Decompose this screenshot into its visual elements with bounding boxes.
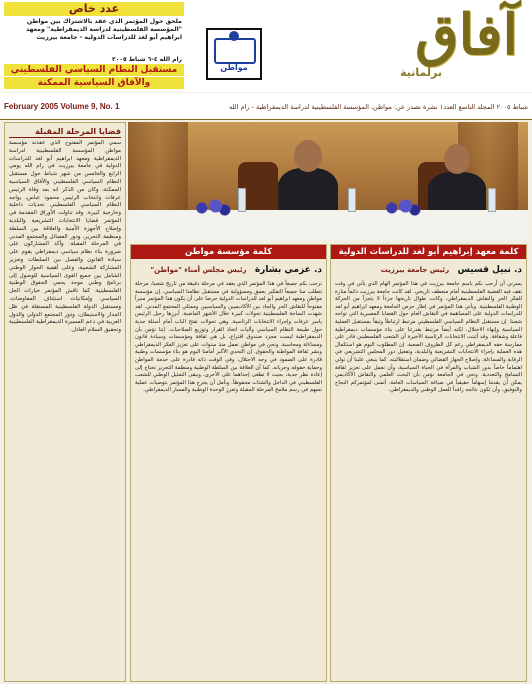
- issue-date-english: February 2005 Volume 9, No. 1: [4, 102, 120, 111]
- article-muwatin-byline: [135, 265, 322, 275]
- article-muwatin-text: نرحب بكم جميعاً في هذا المؤتمر الذي يعقد في مرحلة دقيقة من تاريخ شعبنا، مرحلة تتطلب منا جميعاً التفكير بعمق ومسؤولية في مستقبل نظامنا السياسي. إن مؤسسة مواطن ومعهد ابراهيم أبو لغد للدراسات الدولية حرصا على أن يكون هذا المؤتمر منبراً مفتوحاً للنقاش الحر والجاد بين الأكاديميين والسياسيين وممثلي المجتمع المدني. لقد شهدت الساحة الفلسطينية تحولات كبيرة خلال الأشهر الماضية، أبرزها رحيل الرئيس ياسر عرفات وإجراء الانتخابات الرئاسية، وهي تحولات تفتح الباب أمام أسئلة جدية حول طبيعة النظام السياسي وآليات اتخاذ القرار وتوزيع الصلاحيات. إننا نؤمن بأن الديمقراطية ليست مجرد صندوق اقتراع، بل هي ثقافة ومؤسسات وسيادة قانون ومساءلة ومحاسبة. ونحن في مواطن نعمل منذ سنوات على تعزيز الفكر الديمقراطي ونشر ثقافة المواطنة والحقوق. إن التحدي الأكبر أمامنا اليوم هو بناء مؤسسات وطنية قادرة على الصمود في وجه الاحتلال، وفي الوقت ذاته قادرة على خدمة المواطن وحماية حقوقه وحرياته. كما أن العلاقة بين السلطة الوطنية ومنظمة التحرير تحتاج إلى إعادة نظر جدية، بحيث لا تطغى إحداهما على الأخرى، ويبقى التمثيل الوطني للشعب الفلسطيني في الداخل والشتات محفوظاً. ونأمل أن يخرج هذا المؤتمر بتوصيات عملية تسهم في رسم ملامح المرحلة المقبلة وتعزز الوحدة الوطنية والمسار الديمقراطي.: [135, 281, 322, 394]
- special-issue-date: رام الله ٤-٦ شباط ٢٠٠٥: [112, 56, 182, 63]
- article-institute-byline: [335, 265, 522, 275]
- muwatin-logo: [206, 28, 262, 80]
- article-institute-heading: كلمة معهد إبراهيم أبو لغد للدراسات الدولية: [331, 245, 526, 259]
- special-issue-box: [4, 2, 184, 90]
- article-institute-author-role: رئيس جامعة بيرزيت: [380, 266, 450, 274]
- logo-text: مواطن: [220, 63, 248, 72]
- article-institute-author: د. نبيل قسيس: [457, 265, 522, 275]
- article-muwatin: [130, 244, 327, 682]
- article-institute-text: يسرني أن أرحب بكم باسم جامعة بيرزيت في هذا المؤتمر الهام الذي يأتي في وقت تقف فيه القضية الفلسطينية أمام منعطف تاريخي. لقد كانت جامعة بيرزيت دائماً منارة للفكر الحر والنقاش الديمقراطي، وكانت طوال تاريخها جزءاً لا يتجزأ من الحركة الوطنية الفلسطينية. ويأتي هذا المؤتمر في إطار حرص الجامعة ومعهد ابراهيم أبو لغد للدراسات الدولية على المساهمة في النقاش العام حول القضايا المصيرية التي تواجه شعبنا. إن مستقبل النظام السياسي الفلسطيني مرتبط ارتباطاً وثيقاً بمستقبل العملية السياسية وإنهاء الاحتلال، لكنه أيضاً مرتبط بقدرتنا على بناء مؤسسات ديمقراطية فاعلة وشفافة. وقد أثبتت الانتخابات الرئاسية الأخيرة أن الشعب الفلسطيني قادر على ممارسة حقه الديمقراطي رغم كل الظروف الصعبة. إن المطلوب اليوم هو استكمال هذه العملية بإجراء الانتخابات التشريعية والبلدية، وتفعيل دور المجلس التشريعي في الرقابة والمساءلة، وإصلاح الجهاز القضائي وضمان استقلاليته. كما ينبغي علينا أن نولي اهتماماً خاصاً بدور الشباب والمرأة في الحياة السياسية، وأن نعمل على تعزيز ثقافة التسامح والتعددية. ونحن في الجامعة نؤمن بأن البحث العلمي والنقاش الأكاديمي يمكن أن يقدما إسهاماً حقيقياً في صياغة السياسات العامة. أتمنى لمؤتمركم النجاح والتوفيق، وأن تكون نتائجه رافداً للعمل الوطني والديمقراطي.: [335, 281, 522, 394]
- special-issue-header: عدد خاص: [4, 2, 184, 16]
- publication-brand: [328, 2, 528, 86]
- sidebar-text: سمي المؤتمر المفتوح الذي عقدته مؤسسة مواطن المؤسسة الفلسطينية لدراسة الديمقراطية ومعهد ابراهيم أبو لغد للدراسات الدولية في جامعة بيرزيت في رام الله يومي الرابع والخامس من شهر شباط حول مستقبل النظام السياسي الفلسطيني والآفاق السياسية الممكنة، وكان من الذكر انه بعد وفاة الرئيس عرفات وانتخاب الرئيس محمود عباس، يواجه النظام السياسي الفلسطيني تحديات داخلية وخارجية كبيرة. وقد تناولت الأوراق المقدمة في المؤتمر قضايا الانتخابات التشريعية والبلدية وإصلاح الأجهزة الأمنية والعلاقة بين السلطة ومنظمة التحرير، ودور الفصائل والمجتمع المدني في المرحلة المقبلة. وأكد المشاركون على ضرورة بناء نظام سياسي ديمقراطي يقوم على سيادة القانون والفصل بين السلطات وتعزيز المشاركة الشعبية، وعلى أهمية الحوار الوطني الشامل بين جميع القوى السياسية للوصول إلى برنامج وطني موحد يحمي الحقوق الوطنية الفلسطينية. كما ناقش المؤتمر خيارات الحل السياسي وإمكانيات استئناف المفاوضات، ومستقبل الدولة الفلسطينية المستقلة في ظل الجدار والاستيطان، ودور المجتمع الدولي والدول العربية في دعم المسيرة الديمقراطية الفلسطينية وتحقيق السلام العادل.: [9, 140, 121, 334]
- article-muwatin-author-role: رئيس مجلس أمناء "مواطن": [150, 266, 247, 274]
- conference-photo: [128, 122, 528, 240]
- logo-icon: [214, 38, 256, 64]
- article-muwatin-author: د. عزمي بشارة: [254, 265, 322, 275]
- publication-title: آفاق: [415, 2, 518, 68]
- sidebar-article: [4, 122, 126, 682]
- publication-subtitle: برلمانية: [400, 66, 442, 79]
- issue-info-strip: [0, 93, 532, 120]
- masthead: [0, 0, 532, 92]
- special-issue-description: ملحق حول المؤتمر الذي عقد بالاشتراك بين مواطن "المؤسسة الفلسطينية لدراسة الديمقراطية" ومعهد ابراهيم أبو لغد للدراسات الدولية - جامعة بيرزيت: [25, 18, 182, 41]
- article-institute: [330, 244, 527, 682]
- issue-info-arabic: شباط ٢٠٠٥ المجلد التاسع العدد١ نشرة تصدر عن: مواطن، المؤسسة الفلسطينية لدراسة الديمقراطية - رام الله: [229, 103, 528, 111]
- conference-title-line2: والآفاق السياسية الممكنة: [4, 77, 184, 89]
- article-muwatin-heading: كلمة مؤسسة مواطن: [131, 245, 326, 259]
- sidebar-title: قضايا المرحلة المقبلة: [9, 127, 121, 138]
- conference-title-line1: مستقبل النظام السياسي الفلسطيني: [4, 64, 184, 76]
